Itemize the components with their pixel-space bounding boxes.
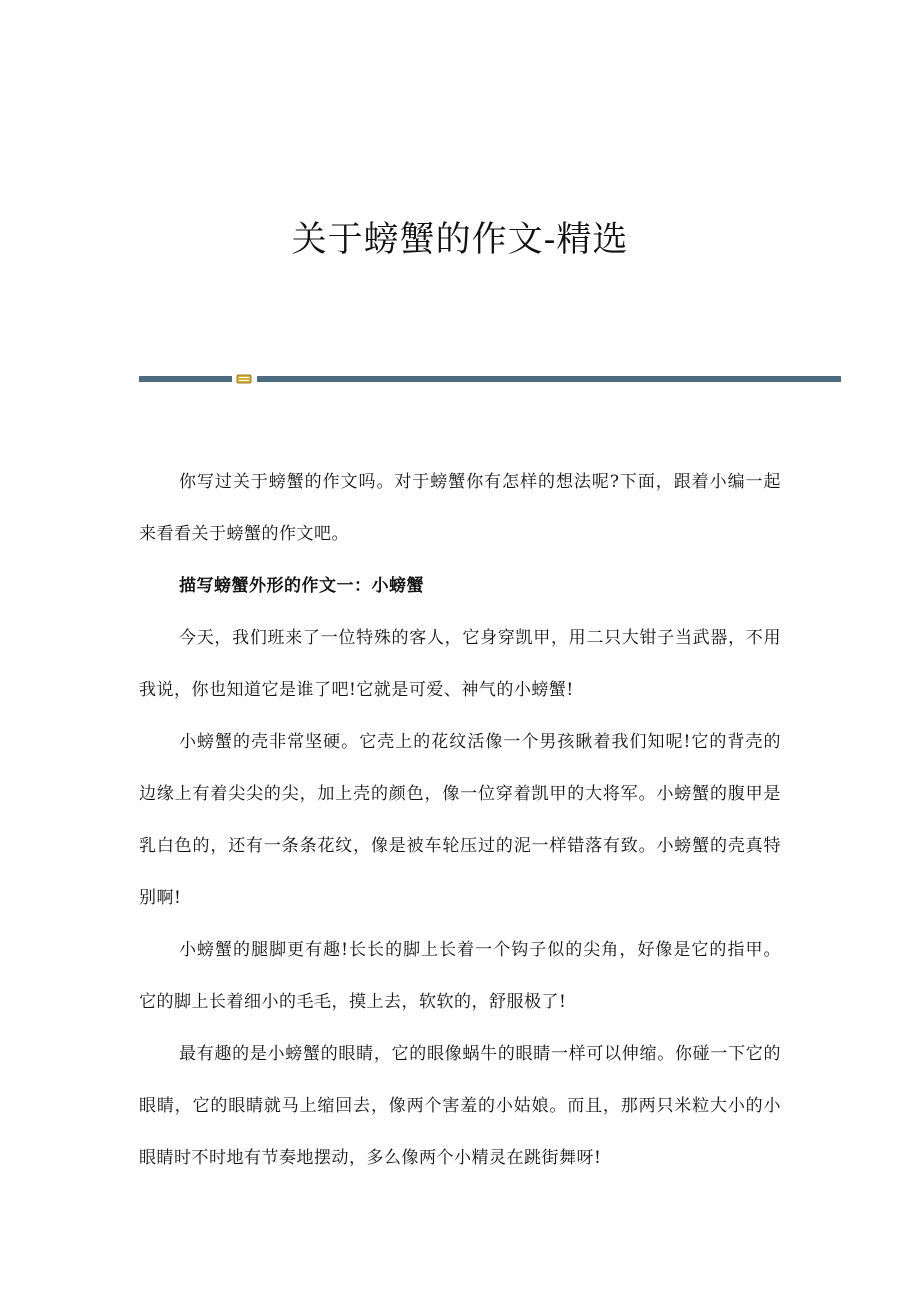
body-paragraph: 小螃蟹的腿脚更有趣!长长的脚上长着一个钩子似的尖角，好像是它的指甲。它的脚上长着细小的毛毛，摸上去，软软的，舒服极了! bbox=[139, 940, 781, 1012]
intro-paragraph: 你写过关于螃蟹的作文吗。对于螃蟹你有怎样的想法呢?下面，跟着小编一起来看看关于螃蟹的作文吧。 bbox=[139, 472, 781, 544]
divider-bar-left bbox=[139, 376, 232, 382]
divider-bar-right bbox=[257, 376, 841, 382]
divider-emblem-icon bbox=[236, 374, 252, 384]
body-paragraph: 小螃蟹的壳非常坚硬。它壳上的花纹活像一个男孩瞅着我们知呢!它的背壳的边缘上有着尖尖的尖，加上壳的颜色，像一位穿着凯甲的大将军。小螃蟹的腹甲是乳白色的，还有一条条花纹，像是被车轮压过的泥一样错落有致。小螃蟹的壳真特别啊! bbox=[139, 732, 781, 908]
body-paragraph: 今天，我们班来了一位特殊的客人，它身穿凯甲，用二只大钳子当武器，不用我说，你也知道它是谁了吧!它就是可爱、神气的小螃蟹! bbox=[139, 628, 781, 700]
body-paragraph: 最有趣的是小螃蟹的眼睛，它的眼像蜗牛的眼睛一样可以伸缩。你碰一下它的眼睛，它的眼睛就马上缩回去，像两个害羞的小姑娘。而且，那两只米粒大小的小眼睛时不时地有节奏地摆动，多么像两个小精灵在跳街舞呀! bbox=[139, 1044, 781, 1168]
article-body bbox=[139, 456, 781, 1184]
page-title: 关于螃蟹的作文-精选 bbox=[291, 220, 629, 260]
section-heading: 描写螃蟹外形的作文一：小螃蟹 bbox=[179, 576, 424, 596]
title-divider bbox=[139, 374, 841, 384]
